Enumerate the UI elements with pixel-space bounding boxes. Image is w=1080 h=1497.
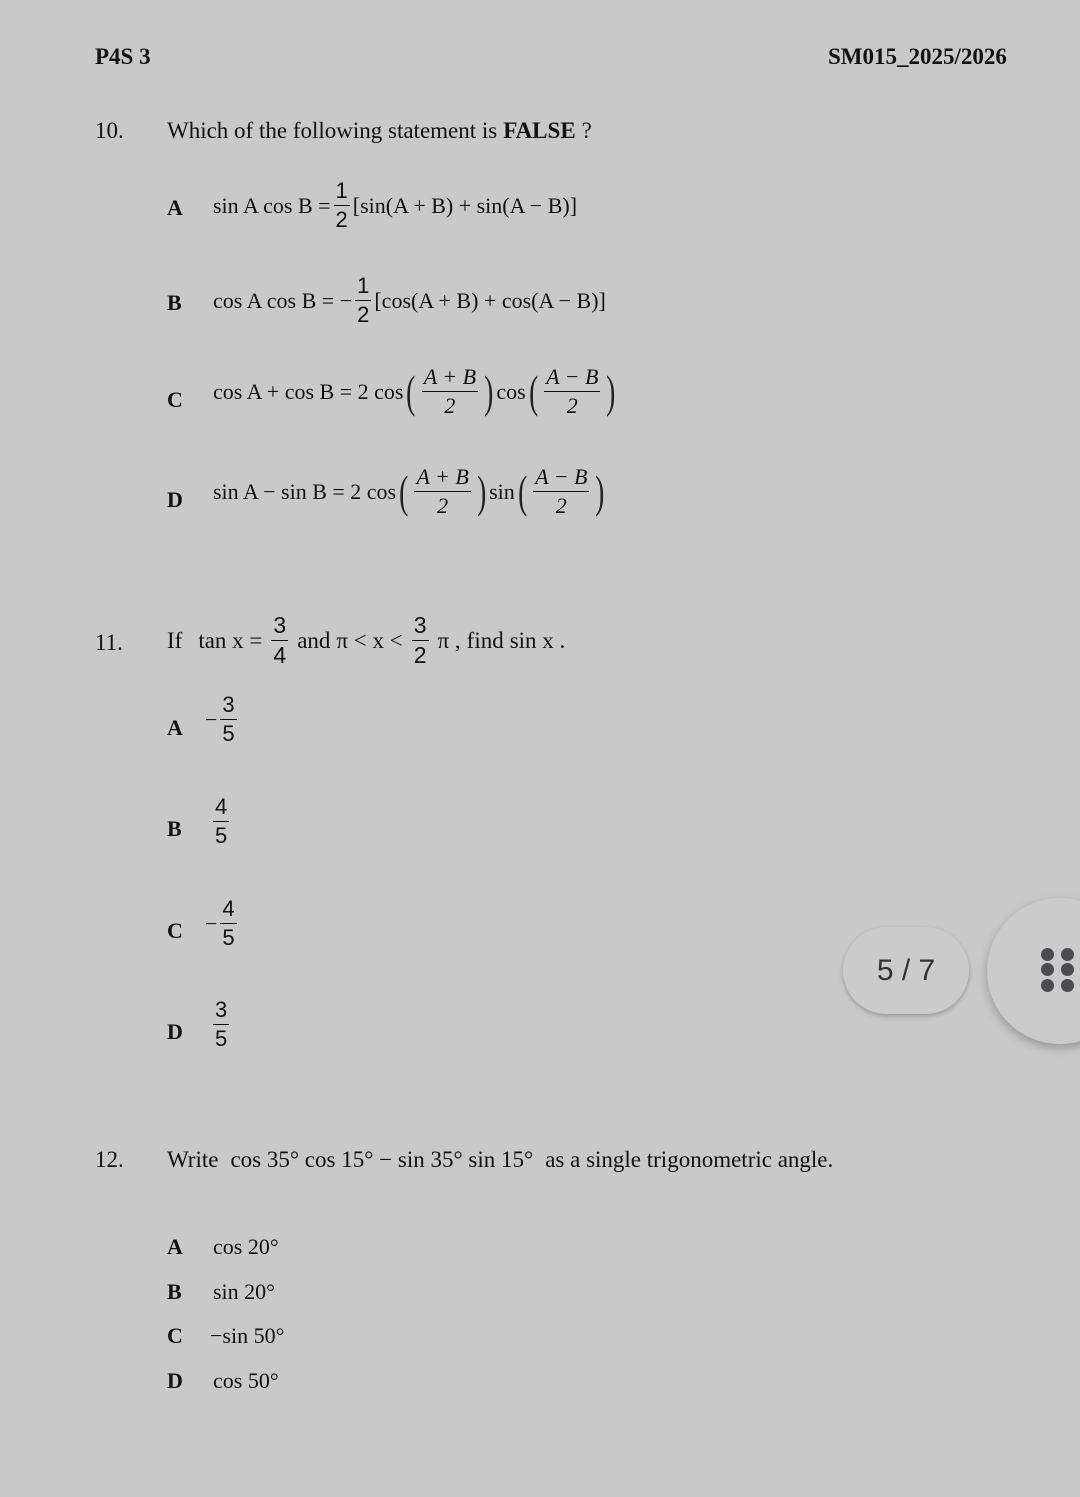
fraction — [355, 275, 371, 326]
q11-find: find — [466, 627, 504, 653]
q12-option-d: cos 50° — [213, 1368, 279, 1393]
q12-option-c: −sin 50° — [210, 1323, 285, 1348]
q10-option-d — [213, 466, 608, 517]
q10-option-a — [213, 180, 577, 231]
denominator: 5 — [222, 721, 235, 746]
q12-rest: as a single trigonometric angle. — [545, 1147, 834, 1172]
denominator: 2 — [437, 493, 449, 518]
q10-option-a-label: A — [167, 195, 183, 220]
question-10-text — [167, 118, 592, 144]
math-lhs: sin A cos B = — [213, 192, 331, 218]
fraction — [213, 999, 229, 1050]
header-right: SM015_2025/2026 — [828, 44, 1007, 69]
paren: ) — [606, 365, 616, 417]
grid-dots-icon — [1041, 948, 1077, 992]
header-left: P4S 3 — [95, 44, 151, 69]
math-lhs: cos A + cos B = 2 cos — [213, 378, 404, 404]
paren: ( — [517, 465, 528, 517]
question-12-number: 12. — [95, 1147, 124, 1172]
q10-option-c — [213, 366, 619, 417]
q11-option-c-label: C — [167, 918, 183, 943]
fraction — [334, 180, 350, 231]
q10-option-b — [213, 275, 606, 326]
math-lhs: sin A − sin B = 2 cos — [213, 478, 397, 504]
numerator: A + B — [422, 366, 478, 392]
numerator: 1 — [355, 275, 371, 301]
question-12-text — [167, 1147, 833, 1173]
fraction — [533, 466, 589, 517]
q11-find-expr: sin x . — [509, 627, 566, 653]
math-mid: cos — [496, 378, 526, 404]
sign: − — [205, 706, 218, 732]
numerator: A + B — [414, 466, 470, 492]
page-indicator[interactable]: 5 / 7 — [843, 927, 969, 1014]
numerator: 4 — [213, 796, 229, 822]
denominator: 2 — [413, 642, 427, 668]
question-11-number: 11. — [95, 630, 123, 655]
numerator: 3 — [220, 694, 236, 720]
fraction — [414, 466, 470, 517]
denominator: 4 — [273, 642, 287, 668]
q10-false-word: FALSE — [503, 118, 576, 143]
q10-option-c-label: C — [167, 387, 183, 412]
viewer-menu-button[interactable] — [987, 898, 1080, 1044]
math-rhs: [cos(A + B) + cos(A − B)] — [374, 287, 606, 313]
q11-option-b-label: B — [167, 816, 182, 841]
q11-option-a — [205, 694, 240, 745]
q11-option-c — [205, 898, 240, 949]
denominator: 5 — [222, 925, 235, 950]
fraction — [412, 614, 429, 667]
paren: ) — [484, 365, 494, 417]
fraction — [220, 694, 236, 745]
q12-write: Write — [167, 1147, 219, 1172]
question-11-text — [167, 614, 565, 667]
q11-option-d-label: D — [167, 1019, 183, 1044]
paren: ( — [406, 365, 416, 417]
numerator: 3 — [213, 999, 229, 1025]
q11-and: and — [297, 627, 331, 653]
paren: ) — [476, 465, 487, 517]
denominator: 2 — [357, 302, 370, 327]
q11-option-d — [210, 999, 232, 1050]
fraction — [271, 614, 288, 667]
q11-option-b — [210, 796, 232, 847]
numerator: A − B — [544, 366, 600, 392]
q12-option-c-label: C — [167, 1323, 183, 1348]
paren: ( — [399, 465, 409, 517]
q10-question-mark: ? — [581, 118, 592, 143]
q11-option-a-label: A — [167, 715, 183, 740]
q12-expression: cos 35° cos 15° − sin 35° sin 15° — [230, 1147, 534, 1172]
denominator: 2 — [335, 207, 348, 232]
denominator: 2 — [444, 393, 456, 418]
math-mid: sin — [489, 478, 515, 504]
numerator: A − B — [533, 466, 589, 492]
fraction — [220, 898, 236, 949]
numerator: 1 — [334, 180, 350, 206]
question-10-number: 10. — [95, 118, 124, 143]
numerator: 3 — [271, 614, 288, 641]
q11-range-end: π , — [437, 627, 461, 653]
q12-option-b: sin 20° — [213, 1279, 275, 1304]
fraction — [422, 366, 478, 417]
denominator: 5 — [215, 823, 228, 848]
math-lhs: cos A cos B = − — [213, 287, 353, 313]
paren: ) — [595, 465, 605, 517]
numerator: 3 — [412, 614, 429, 641]
q11-tan-expr: tan x = — [198, 627, 263, 653]
denominator: 2 — [555, 493, 567, 518]
q12-option-d-label: D — [167, 1368, 183, 1393]
fraction — [544, 366, 600, 417]
numerator: 4 — [220, 898, 236, 924]
q10-text: Which of the following statement is — [167, 118, 498, 143]
paren: ( — [528, 365, 539, 417]
denominator: 5 — [215, 1026, 228, 1051]
q12-option-a: cos 20° — [213, 1234, 279, 1259]
q11-if: If — [167, 627, 183, 653]
q12-option-a-label: A — [167, 1234, 183, 1259]
q10-option-d-label: D — [167, 487, 183, 512]
math-rhs: [sin(A + B) + sin(A − B)] — [352, 192, 578, 218]
sign: − — [205, 910, 218, 936]
q10-option-b-label: B — [167, 290, 182, 315]
q12-option-b-label: B — [167, 1279, 182, 1304]
fraction — [213, 796, 229, 847]
q11-range: π < x < — [336, 627, 403, 653]
denominator: 2 — [566, 393, 578, 418]
